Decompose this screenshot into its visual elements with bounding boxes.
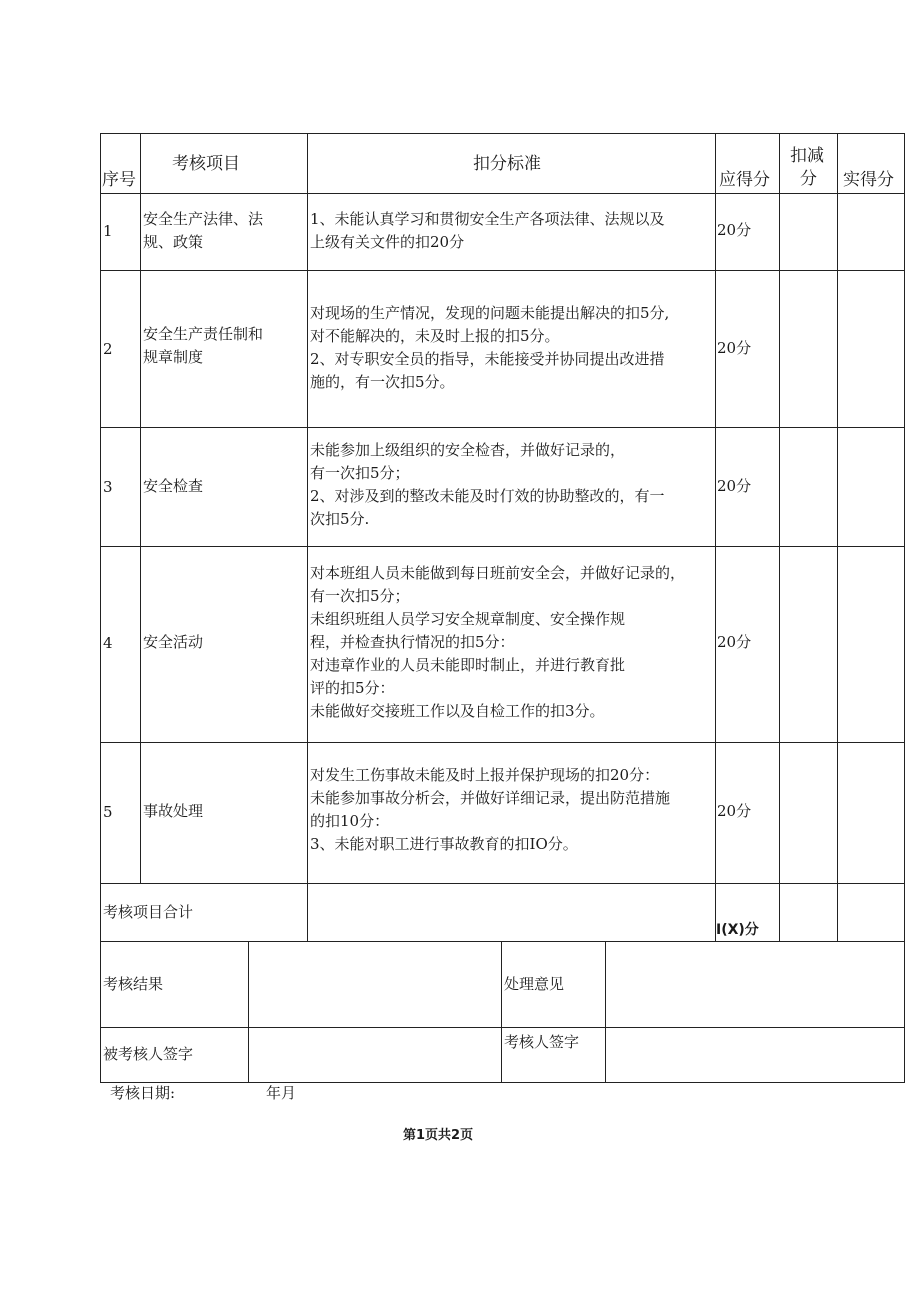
result-value[interactable] (249, 942, 501, 1027)
criteria-line: 上级有关文件的扣20分 (310, 233, 465, 251)
row-index: 3 (103, 478, 113, 496)
row-score: 20分 (717, 633, 752, 651)
examinee-sign-label: 被考核人签字 (103, 1045, 194, 1063)
grid-line (837, 133, 838, 941)
header-due-score: 应得分 (719, 170, 770, 190)
criteria-line: 3、未能对职工进行事故教育的扣IO分。 (310, 835, 578, 853)
row-index: 5 (103, 803, 113, 821)
opinion-label: 处理意见 (504, 975, 565, 993)
criteria-line: 对违章作业的人员未能即时制止，并进行教育批 (310, 656, 626, 674)
criteria-line: 评的扣5分： (310, 679, 395, 697)
criteria-line: 2、对涉及到的整改未能及时仃效的协助整改的，有一 (310, 487, 665, 505)
grid-line (307, 133, 308, 941)
row-item (143, 323, 263, 369)
row-criteria (310, 208, 665, 254)
grid-line (100, 546, 905, 547)
criteria-line: 对发生工伤事故未能及时上报并保护现场的扣20分： (310, 766, 660, 784)
criteria-line: 次扣5分. (310, 510, 370, 528)
grid-line (501, 941, 502, 1082)
date-value: 年月 (266, 1084, 297, 1102)
result-label: 考核结果 (103, 975, 164, 993)
criteria-line: 对本班组人员未能做到每日班前安全会，并做好记录的， (310, 564, 686, 582)
row-criteria (310, 562, 685, 723)
grid-line (100, 133, 101, 1083)
grid-line (100, 883, 905, 884)
date-label: 考核日期: (110, 1084, 176, 1102)
row-criteria (310, 302, 669, 394)
criteria-line: 未能做好交接班工作以及自检工作的扣3分。 (310, 702, 605, 720)
criteria-line: 2、对专职安全员的指导，未能接受并协同提出改进措 (310, 350, 665, 368)
row-criteria (310, 764, 670, 856)
item-line: 规、政策 (143, 233, 204, 251)
item-line: 规章制度 (143, 348, 204, 366)
header-item: 考核项目 (172, 154, 240, 174)
criteria-line: 的扣10分： (310, 812, 390, 830)
examiner-sign-label: 考核人签字 (504, 1033, 580, 1051)
criteria-line: 未能参加事故分析会，并做好详细记录，提出防范措施 (310, 789, 671, 807)
header-actual-score: 实得分 (843, 170, 894, 190)
item-line: 安全生产法律、法 (143, 210, 264, 228)
grid-line (779, 133, 780, 941)
row-score: 20分 (717, 221, 752, 239)
row-index: 2 (103, 340, 113, 358)
opinion-value[interactable] (606, 942, 904, 1027)
total-score: I(X)分 (716, 922, 759, 938)
grid-line (100, 427, 905, 428)
total-label: 考核项目合计 (103, 903, 194, 921)
grid-line (100, 193, 905, 194)
header-deduct-line1: 扣减 (790, 146, 824, 166)
row-score: 20分 (717, 339, 752, 357)
criteria-line: 有一次扣5分； (310, 464, 410, 482)
header-index: 序号 (102, 170, 136, 190)
examinee-sign-field[interactable] (249, 1028, 501, 1082)
row-item: 事故处理 (143, 802, 204, 820)
criteria-line: 对现场的生产情况，发现的问题未能提出解决的扣5分, (310, 304, 670, 322)
grid-line (715, 133, 716, 941)
row-item: 安全活动 (143, 633, 204, 651)
criteria-line: 未能参加上级组织的安全检杳，并做好记录的， (310, 441, 626, 459)
item-line: 安全生产责任制和 (143, 325, 264, 343)
header-criteria: 扣分标准 (473, 154, 541, 174)
row-index: 1 (103, 222, 113, 240)
examiner-sign-field[interactable] (606, 1028, 904, 1082)
header-deduct-line2: 分 (800, 169, 817, 189)
criteria-line: 未组织班组人员学习安全规章制度、安全操作规 (310, 610, 626, 628)
grid-line (100, 742, 905, 743)
row-criteria (310, 439, 665, 531)
criteria-line: 有一次扣5分； (310, 587, 410, 605)
criteria-line: 1、未能认真学习和贯彻安全生产各项法律、法规以及 (310, 210, 665, 228)
criteria-line: 施的，有一次扣5分。 (310, 373, 455, 391)
criteria-line: 程，并检查执行情况的扣5分： (310, 633, 515, 651)
row-score: 20分 (717, 802, 752, 820)
grid-line (904, 133, 905, 1083)
row-item (143, 208, 263, 254)
grid-line (140, 133, 141, 883)
row-item: 安全检查 (143, 477, 204, 495)
row-index: 4 (103, 634, 113, 652)
page-number: 第1页共2页 (403, 1128, 474, 1143)
grid-line (100, 270, 905, 271)
grid-line (100, 133, 905, 134)
row-score: 20分 (717, 477, 752, 495)
criteria-line: 对不能解决的，未及时上报的扣5分。 (310, 327, 560, 345)
grid-line (100, 1082, 905, 1083)
